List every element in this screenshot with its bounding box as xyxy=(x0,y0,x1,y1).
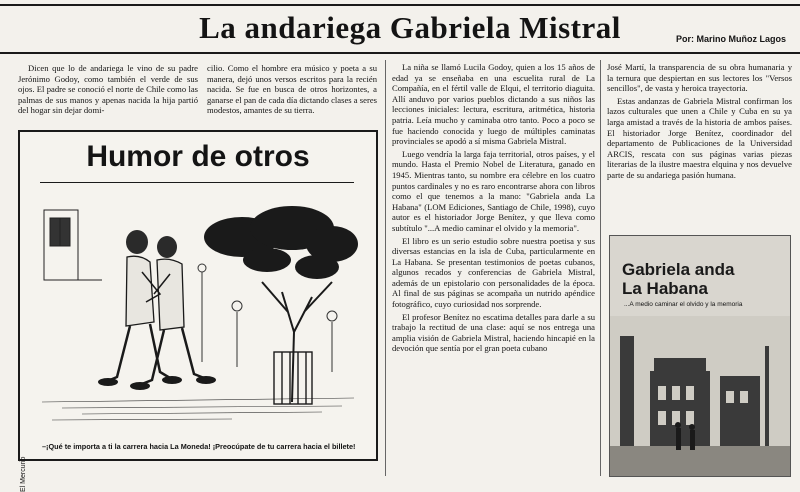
paragraph: José Martí, la transparencia de su obra humanaria y la ternura que despiertan en sus lectores los "Versos sencillos", de vasta y heroica trayectoria. xyxy=(607,62,792,94)
cartoon-illustration xyxy=(42,202,354,438)
headline: La andariega Gabriela Mistral xyxy=(199,10,621,45)
cartoon-box xyxy=(18,130,378,492)
paragraph: El libro es un serio estudio sobre nuestra poetisa y sus diversas estancias en la isla de Cuba, particularmente en La Habana. Se presentan testimonios de poetas cubanos, algunos recados y conferencias de Gabriela Mistral, además de un epistolario con personalidades de la época. Al final de sus páginas se acompaña un nutrido apéndice fotográfico, cuyo curiosidad nos sorprende. xyxy=(392,235,595,310)
cartoon-caption: –¡Qué te importa a ti la carrera hacia La Moneda! ¡Preocúpate de tu carrera hacia el billete! xyxy=(42,442,356,451)
top-rule xyxy=(0,4,800,6)
article-column-1 xyxy=(18,63,198,127)
book-cover-image xyxy=(609,235,791,477)
headline-rule xyxy=(0,52,800,54)
cartoon-credit: El Mercurio xyxy=(20,456,27,492)
paragraph: La niña se llamó Lucila Godoy, quien a los 15 años de edad ya se enseñaba en una escuelita rural de La Compañía, en el fértil valle de Elqui, el territorio diaguita. Allí anduvo por varios pueblos dictando a sus niños las lecciones iniciales: lectura, escritura, aritmética, historia patria. Leía mucho y caminaba otro tanto. Poco a poco se fue haciendo conocida y luego de múltiples caminatas provinciales se apodó a sí misma Gabriela Mistral. xyxy=(392,62,595,147)
article-column-3 xyxy=(392,62,595,478)
cartoon-title: Humor de otros xyxy=(86,140,310,173)
box-title-rule xyxy=(40,182,354,183)
column-divider xyxy=(600,60,601,476)
column-divider xyxy=(385,60,386,476)
book-subtitle: ...A medio caminar el olvido y la memoria xyxy=(624,301,743,308)
byline: Por: Marino Muñoz Lagos xyxy=(676,34,786,44)
book-cover-photo xyxy=(610,316,790,476)
paragraph: Luego vendría la larga faja territorial, otros países, y el mundo. Hasta el Premio Nobel de Literatura, ganado en 1945. Mientras tanto, su nombre era célebre en los cuatro puntos cardinales y no es raro encontrarse ahora con libros como el que tenemos a la mano: "Gabriela anda La Habana" (LOM Ediciones, Santiago de Chile, 1998), cuyo autor es el historiador Jorge Benítez, y que lleva como subtítulo "...A medio caminar el olvido y la memoria". xyxy=(392,148,595,233)
paragraph: El profesor Benítez no escatima detalles para darle a su trabajo la rectitud de una clase: aquí se nos entrega una amplia visión de Gabriela Mistral, haciendo hincapié en la devoción que sentía por el gran poeta cubano xyxy=(392,311,595,354)
book-title: Gabriela anda xyxy=(622,260,735,279)
article-column-2 xyxy=(207,63,377,127)
paragraph: Dicen que lo de andariega le vino de su padre Jerónimo Godoy, como también el verde de sus ojos. El padre se conoció el norte de Chile como las palmas de sus manos y apenas nacida la hija partió del hogar sin dejar domi- xyxy=(18,63,198,116)
paragraph: cilio. Como el hombre era músico y poeta a su manera, dejó unos versos escritos para la recién nacida. Se fue en busca de otros horizontes, a ganarse el pan de cada día dictando clases a seres modestos, amantes de su tierra. xyxy=(207,63,377,116)
paragraph: Estas andanzas de Gabriela Mistral confirman los lazos culturales que unen a Chile y Cuba en su ya larga amistad a través de la historia de ambos países. El historiador Jorge Benítez, coordinador del departamento de Publicaciones de la Universidad ARCIS, rescata con sus páginas varias piezas literarias de la ilustre maestra elquina y nos devuelve parte de su andariega pasión humana. xyxy=(607,95,792,180)
article-column-4 xyxy=(607,62,792,230)
book-title: La Habana xyxy=(622,279,708,298)
